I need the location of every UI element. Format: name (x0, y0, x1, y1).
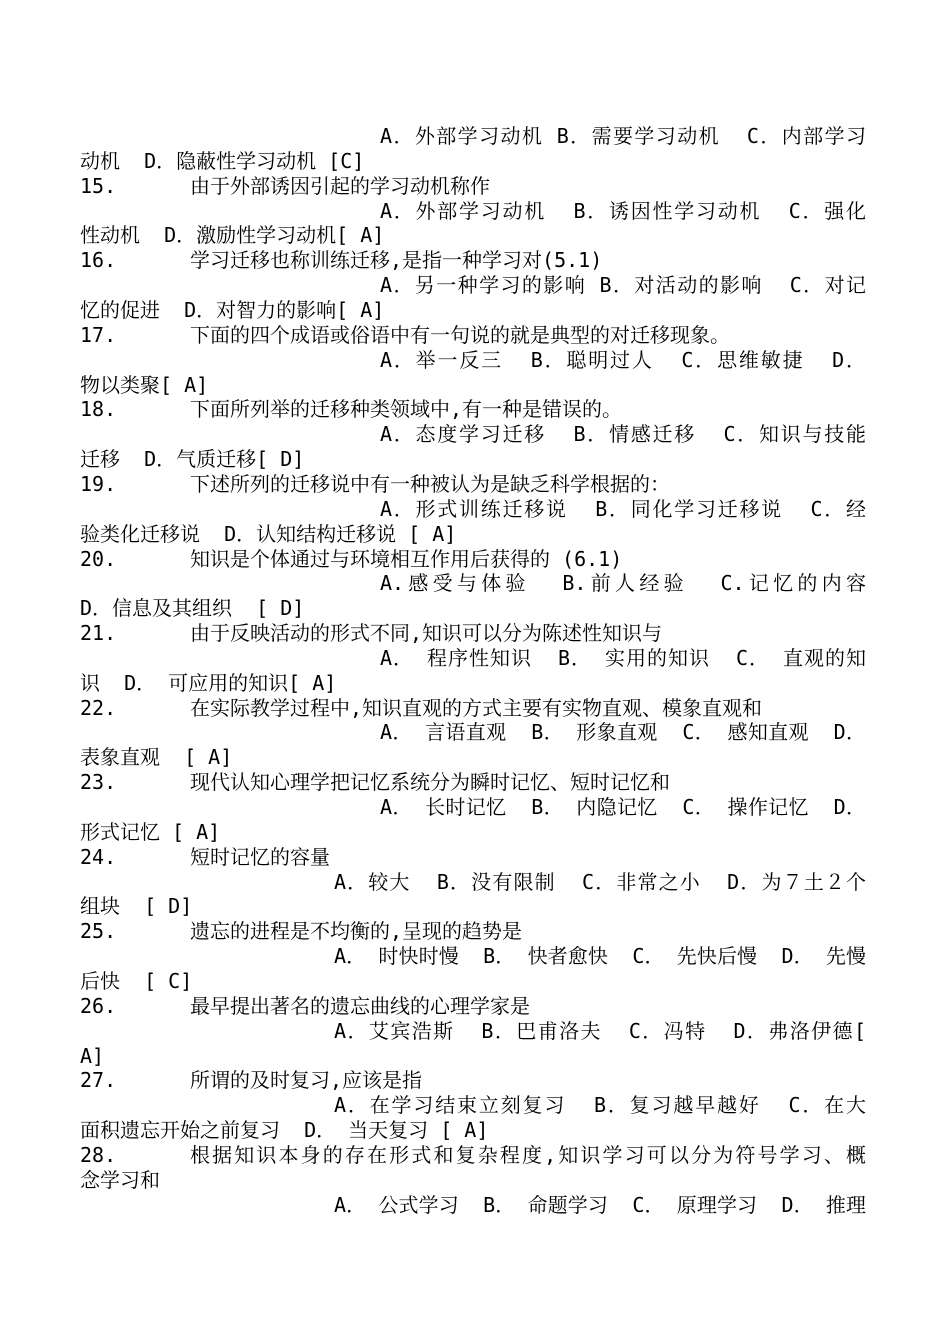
text-line (0, 646, 950, 670)
continuation-text: 性动机 D．激励性学习动机[ A] (80, 223, 385, 248)
text-line (0, 497, 950, 521)
question-number: 15. (80, 173, 117, 198)
answer-options: A．外部学习动机 B．需要学习动机 C．内部学习 (380, 124, 866, 148)
text-line (0, 1168, 950, 1192)
text-line (0, 248, 950, 272)
answer-options: A． 言语直观 B． 形象直观 C． 感知直观 D． (380, 720, 866, 745)
text-line (0, 571, 950, 595)
text-line (0, 447, 950, 471)
text-line (0, 323, 950, 347)
question-stem: 在实际教学过程中,知识直观的方式主要有实物直观、模象直观和 (190, 695, 763, 720)
text-line (0, 348, 950, 372)
text-line (0, 149, 950, 173)
text-line (0, 696, 950, 720)
text-line (0, 795, 950, 819)
text-line (0, 596, 950, 620)
text-line (0, 894, 950, 918)
question-number: 19. (80, 471, 117, 496)
continuation-text: 表象直观 [ A] (80, 745, 233, 770)
text-line (0, 522, 950, 546)
text-line (0, 621, 950, 645)
text-line (0, 472, 950, 496)
question-number: 21. (80, 621, 117, 645)
question-number: 20. (80, 546, 117, 571)
answer-options: A． 时快时慢 B． 快者愈快 C． 先快后慢 D． 先慢 (334, 944, 866, 969)
text-line (0, 770, 950, 794)
text-line (0, 1093, 950, 1117)
question-number: 16. (80, 248, 117, 273)
question-number: 27. (80, 1068, 117, 1093)
answer-options: A．艾宾浩斯 B．巴甫洛夫 C．冯特 D．弗洛伊德[ (334, 1018, 866, 1043)
text-line (0, 1118, 950, 1142)
answer-options: A． 程序性知识 B． 实用的知识 C． 直观的知 (380, 645, 866, 670)
answer-options: A．态度学习迁移 B．情感迁移 C．知识与技能 (380, 422, 866, 447)
text-line (0, 1193, 950, 1217)
question-stem: 下面的四个成语或俗语中有一句说的就是典型的对迁移现象。 (190, 322, 730, 347)
text-line (0, 845, 950, 869)
answer-options: A．较大 B．没有限制 C．非常之小 D．为７土２个 (334, 869, 866, 894)
question-number: 18. (80, 397, 117, 422)
text-line (0, 1019, 950, 1043)
question-number: 25. (80, 919, 117, 944)
question-number: 22. (80, 695, 117, 720)
question-stem: 遗忘的进程是不均衡的,呈现的趋势是 (190, 919, 523, 944)
question-number: 26. (80, 993, 117, 1018)
answer-options: A．举一反三 B．聪明过人 C．思维敏捷 D． (380, 347, 866, 372)
text-line (0, 1068, 950, 1092)
question-number: 28. (80, 1142, 117, 1167)
text-line (0, 373, 950, 397)
answer-options: A． 长时记忆 B． 内隐记忆 C． 操作记忆 D． (380, 795, 866, 819)
continuation-text: 后快 [ C] (80, 968, 193, 993)
answer-options: A.感受与体验 B.前人经验 C.记忆的内容 (380, 571, 866, 596)
text-line (0, 199, 950, 223)
continuation-text: A] (80, 1043, 105, 1068)
answer-options: A．在学习结束立刻复习 B．复习越早越好 C．在大 (334, 1093, 866, 1118)
continuation-text: 忆的促进 D．对智力的影响[ A] (80, 298, 385, 322)
text-line (0, 174, 950, 198)
question-stem: 下面所列举的迁移种类领域中,有一种是错误的。 (190, 397, 623, 422)
text-line (0, 969, 950, 993)
text-line (0, 944, 950, 968)
continuation-text: 识 D． 可应用的知识[ A] (80, 670, 337, 695)
question-stem: 现代认知心理学把记忆系统分为瞬时记忆、短时记忆和 (190, 770, 670, 795)
continuation-text: 物以类聚[ A] (80, 372, 209, 397)
question-number: 17. (80, 322, 117, 347)
question-stem: 由于外部诱因引起的学习动机称作 (190, 173, 490, 198)
continuation-text: 动机 D．隐蔽性学习动机 [C] (80, 148, 365, 173)
answer-options: A．外部学习动机 B．诱因性学习动机 C．强化 (380, 198, 866, 223)
text-line (0, 919, 950, 943)
text-line (0, 994, 950, 1018)
text-line (0, 1044, 950, 1068)
text-line (0, 397, 950, 421)
text-line (0, 720, 950, 744)
text-line (0, 273, 950, 297)
question-stem: 由于反映活动的形式不同,知识可以分为陈述性知识与 (190, 621, 663, 645)
continuation-text: 面积遗忘开始之前复习 D． 当天复习 [ A] (80, 1118, 489, 1142)
continuation-text: 验类化迁移说 D．认知结构迁移说 [ A] (80, 521, 457, 546)
answer-options: A．另一种学习的影响 B．对活动的影响 C．对记 (380, 273, 866, 298)
answer-options: A． 公式学习 B． 命题学习 C． 原理学习 D． 推理 (334, 1192, 866, 1217)
text-line (0, 124, 950, 148)
text-line (0, 547, 950, 571)
question-number: 24. (80, 844, 117, 869)
continuation-text: 念学习和 (80, 1167, 160, 1192)
continuation-text: 形式记忆 [ A] (80, 819, 221, 844)
text-line (0, 671, 950, 695)
text-line (0, 820, 950, 844)
continuation-text: D．信息及其组织 [ D] (80, 596, 305, 621)
text-line (0, 422, 950, 446)
text-line (0, 745, 950, 769)
text-line (0, 1143, 950, 1167)
question-stem: 最早提出著名的遗忘曲线的心理学家是 (190, 993, 530, 1018)
continuation-text: 组块 [ D] (80, 894, 193, 919)
text-line (0, 223, 950, 247)
question-stem: 下述所列的迁移说中有一种被认为是缺乏科学根据的： (190, 471, 670, 496)
question-stem: 学习迁移也称训练迁移,是指一种学习对(5.1) (190, 248, 603, 273)
text-line (0, 870, 950, 894)
question-stem: 根据知识本身的存在形式和复杂程度,知识学习可以分为符号学习、概 (190, 1142, 866, 1167)
continuation-text: 迁移 D．气质迁移[ D] (80, 447, 305, 472)
question-stem: 所谓的及时复习,应该是指 (190, 1068, 423, 1093)
question-stem: 短时记忆的容量 (190, 844, 330, 869)
answer-options: A．形式训练迁移说 B．同化学习迁移说 C．经 (380, 496, 866, 521)
text-line (0, 298, 950, 322)
question-stem: 知识是个体通过与环境相互作用后获得的 (6.1) (190, 546, 623, 571)
question-number: 23. (80, 770, 117, 795)
